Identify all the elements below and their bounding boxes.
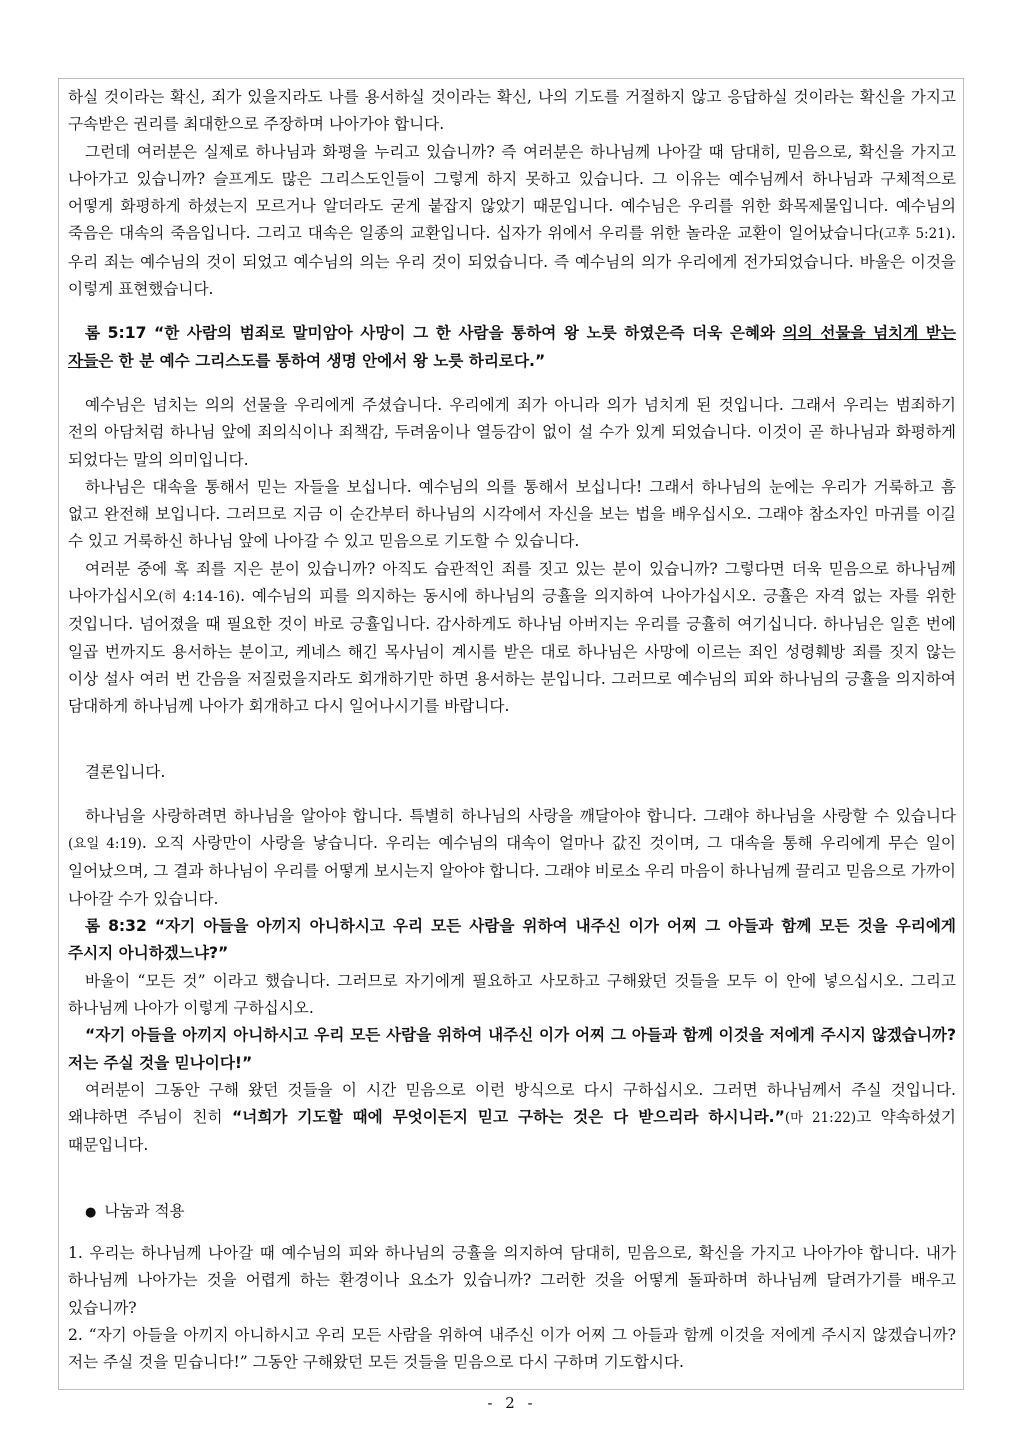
scripture-quote-mt-21-22: “너희가 기도할 때에 무엇이든지 믿고 구하는 것은 다 받으리라 하시니라.”: [232, 1108, 785, 1127]
paragraph-3: 예수님은 넘치는 의의 선물을 우리에게 주셨습니다. 우리에게 죄가 아니라 의가 넘치게 된 것입니다. 그래서 우리는 범죄하기 전의 아담처럼 하나님 앞에 죄의식이나 죄책감, 두려움이나 열등감이 없이 설 수가 있게 되었습니다. 이것이 곧 하나님과 화평하게 되었다는 말의 의미입니다.: [68, 395, 956, 469]
paragraph-6-text-a: 하나님을 사랑하려면 하나님을 알아야 합니다. 특별히 하나님의 사랑을 깨달아야 합니다. 그래야 하나님을 사랑할 수 있습니다: [85, 806, 956, 825]
quote-text-underlined: 의의 선물을 넘치게 받는 자들: [68, 324, 956, 370]
scripture-ref: (마 21:22): [784, 1110, 857, 1127]
paragraph-2: [68, 139, 956, 304]
scripture-ref: (고후 5:21): [878, 226, 952, 243]
paragraph-8-text-a: 여러분이 그동안 구해 왔던 것들을 이 시간 믿음으로 이런 방식으로 다시 구하십시오. 그러면 하나님께서 주실 것입니다. 왜냐하면 주님이 친히: [68, 1080, 956, 1127]
sharing-item-1: 1. 우리는 하나님께 나아갈 때 예수님의 피와 하나님의 긍휼을 의지하여 담대히, 믿음으로, 확신을 가지고 나아가야 합니다. 내가 하나님께 나아가는 것을 어렵게 하는 환경이나 요소가 있습니까? 그러한 것을 어떻게 돌파하며 하나님께 달려가기를 배우고 있습니까?: [68, 1243, 956, 1317]
paragraph-6-text-b: . 오직 사랑만이 사랑을 낳습니다. 우리는 예수님의 대속이 얼마나 값진 것이며, 그 대속을 통해 우리에게 무슨 일이 일어났으며, 그 결과 하나님이 우리를 어떻게 보시는지 알아야 합니다. 그래야 비로소 우리 마음이 하나님께 끌리고 믿음으로 가까이 나아갈 수가 있습니다.: [68, 834, 956, 908]
paragraph-4: 하나님은 대속을 통해서 믿는 자들을 보십니다. 예수님의 의를 통해서 보십니다! 그래서 하나님의 눈에는 우리가 거룩하고 흠 없고 완전해 보입니다. 그러므로 지금 이 순간부터 하나님의 시각에서 자신을 보는 법을 배우십시오. 그래야 참소자인 마귀를 이길 수 있고 거룩하신 하나님 앞에 나아갈 수 있고 믿음으로 기도할 수 있습니다.: [68, 477, 956, 551]
paragraph-5: [68, 556, 956, 721]
paragraph-5-text-b: . 예수님의 피를 의지하는 동시에 하나님의 긍휼을 의지하여 나아가십시오. 긍휼은 자격 없는 자를 위한 것입니다. 넘어졌을 때 필요한 것이 바로 긍휼입니다. 감사하게도 하나님 아버지는 우리를 긍휼히 여기십니다. 하나님은 일흔 번에 일곱 번까지도 용서하는 분이고, 케네스 해긴 목사님이 계시를 받은 대로 하나님은 사망에 이르는 죄인 성령훼방 죄를 짓지 않는 이상 설사 여러 번 간음을 저질렀을지라도 회개하기만 하면 용서하는 분입니다. 그러므로 예수님의 피와 하나님의 긍휼을 의지하여 담대하게 하나님께 나아가 회개하고 다시 일어나시기를 바랍니다.: [68, 587, 956, 716]
quote-text-b: 은 한 분 예수 그리스도를 통하여 생명 안에서 왕 노릇 하리로다.: [98, 351, 535, 370]
sharing-item-2: 2. “자기 아들을 아끼지 아니하시고 우리 모든 사람을 위하여 내주신 이가 어찌 그 아들과 함께 이것을 저에게 주시지 않겠습니까? 저는 주실 것을 믿습니다!” 그동안 구해왔던 모든 것들을 믿음으로 다시 구하며 기도합시다.: [68, 1325, 956, 1372]
paragraph-5-text-a: 여러분 중에 혹 죄를 지은 분이 있습니까? 아직도 습관적인 죄를 짓고 있는 분이 있습니까? 그렇다면 더욱 믿음으로 하나님께 나아가십시오: [68, 559, 956, 606]
scripture-quote-rom-8-32: 롬 8:32 “자기 아들을 아끼지 아니하시고 우리 모든 사람을 위하여 내주신 이가 어찌 그 아들과 함께 모든 것을 우리에게 주시지 아니하겠느냐?”: [68, 917, 956, 963]
quote-ref: 롬 5:17: [85, 324, 147, 343]
scripture-ref: (히 4:14-16): [158, 589, 241, 606]
scripture-quote-rom-5-17: [68, 320, 956, 375]
sharing-heading-text: 나눔과 적용: [104, 1201, 185, 1220]
bullet-icon: ●: [85, 1204, 97, 1220]
paragraph-2-text-a: 그런데 여러분은 실제로 하나님과 화평을 누리고 있습니까? 즉 여러분은 하나님께 나아갈 때 담대히, 믿음으로, 확신을 가지고 나아가고 있습니까? 슬프게도 많은 그리스도인들이 그렇게 하지 못하고 있습니다. 그 이유는 예수님께서 하나님과 구체적으로 어떻게 화평하게 하셨는지 모르거나 알더라도 굳게 붙잡지 않았기 때문입니다. 예수님은 우리를 위한 화목제물입니다. 예수님의 죽음은 대속의 죽음입니다. 그리고 대속은 일종의 교환입니다. 십자가 위에서 우리를 위한 놀라운 교환이 일어났습니다: [68, 142, 956, 243]
sharing-heading: [68, 1198, 956, 1226]
paragraph-7: 바울이 “모든 것” 이라고 했습니다. 그러므로 자기에게 필요하고 사모하고 구해왔던 것들을 모두 이 안에 넣으십시오. 그리고 하나님께 나아가 이렇게 구하십시오.: [68, 971, 956, 1017]
page-number: - 2 -: [487, 1394, 537, 1412]
scripture-ref: (요일 4:19): [68, 836, 142, 853]
quote-text-a: “한 사람의 범죄로 말미암아 사망이 그 한 사람을 통하여 왕 노릇 하였은즉 더욱 은혜와: [146, 324, 783, 343]
paragraph-6: [68, 803, 956, 913]
quote-close: ”: [534, 351, 546, 370]
paragraph-2-text-b: . 우리 죄는 예수님의 것이 되었고 예수님의 의는 우리 것이 되었습니다. 즉 예수님의 의가 우리에게 전가되었습니다. 바울은 이것을 이렇게 표현했습니다.: [68, 224, 957, 299]
conclusion-heading: 결론입니다.: [85, 762, 166, 781]
prayer-quote: “자기 아들을 아끼지 아니하시고 우리 모든 사람을 위하여 내주신 이가 어찌 그 아들과 함께 이것을 저에게 주시지 않겠습니까? 저는 주실 것을 믿나이다!”: [68, 1026, 956, 1072]
paragraph-1: 하실 것이라는 확신, 죄가 있을지라도 나를 용서하실 것이라는 확신, 나의 기도를 거절하지 않고 응답하실 것이라는 확신을 가지고 구속받은 권리를 최대한으로 주장하며 나아가야 합니다.: [68, 88, 956, 134]
paragraph-8: [68, 1077, 956, 1160]
paragraph-8-text-b: 고 약속하셨기 때문입니다.: [68, 1108, 957, 1155]
page-body: [68, 84, 956, 1376]
